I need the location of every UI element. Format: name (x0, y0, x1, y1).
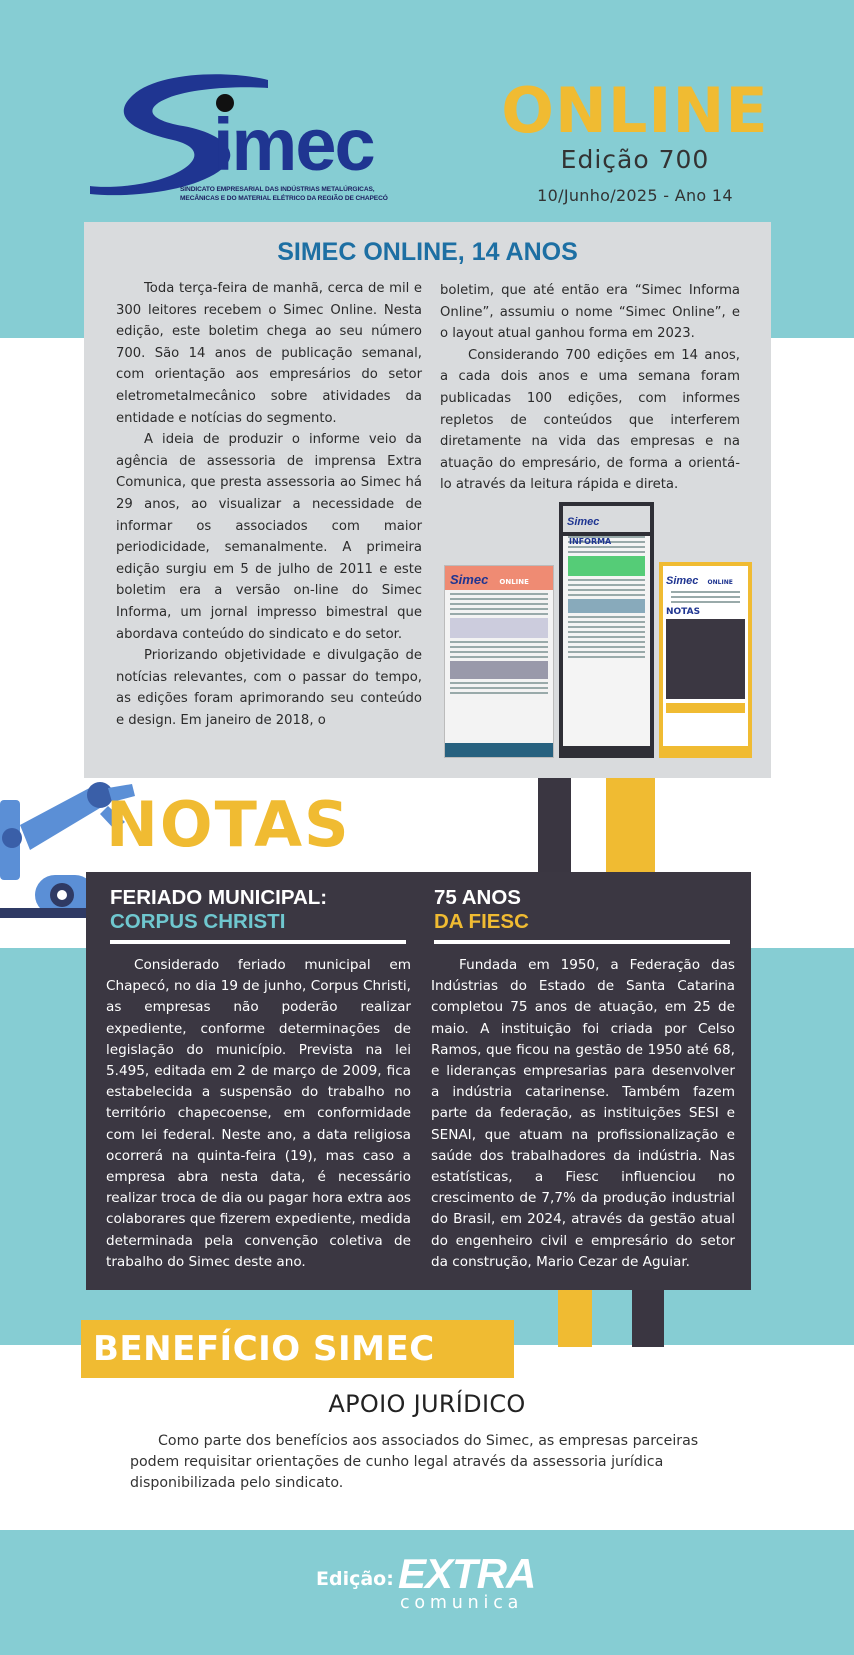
thumbnail-gold-strip (666, 703, 745, 713)
logo-tagline-line-2: MECÂNICAS E DO MATERIAL ELÉTRICO DA REGIÃO DE CHAPECÓ (180, 195, 388, 202)
edition-thumbnail-salmon (444, 565, 554, 758)
edition-number: Edição 700 (560, 145, 710, 174)
thumbnail-title: ONLINE (707, 579, 733, 586)
article-title: SIMEC ONLINE, 14 ANOS (277, 238, 578, 266)
online-title: ONLINE (501, 74, 769, 147)
benefit-heading: APOIO JURÍDICO (328, 1390, 526, 1418)
benefit-title: BENEFÍCIO SIMEC (93, 1329, 435, 1369)
main-article (84, 222, 771, 778)
extra-logo-sub: comunica (400, 1593, 524, 1613)
decor-bar-dark (538, 770, 571, 875)
note-1-subtitle: CORPUS CHRISTI (110, 910, 286, 933)
benefit-text: Como parte dos benefícios aos associados do Simec, as empresas parceiras podem requisitar orientações de cunho legal através da assessoria jurídica disponibilizada pelo sindicato. (130, 1433, 699, 1491)
extra-comunica-logo (398, 1550, 548, 1613)
thumbnail-text-lines (445, 593, 553, 694)
thumbnail-footer (445, 743, 553, 757)
logo-tagline (180, 185, 420, 203)
thumbnail-logo: Simec (450, 572, 489, 587)
notas-title: NOTAS (106, 788, 351, 861)
extra-logo-word: EXTRA (398, 1550, 536, 1597)
note-1-title: FERIADO MUNICIPAL: (110, 886, 328, 909)
thumbnail-logo: Simec (567, 516, 600, 528)
logo-tagline-line-1: SINDICATO EMPRESARIAL DAS INDÚSTRIAS METALÚRGICAS, (180, 186, 375, 193)
edition-thumbnail-gold (659, 562, 752, 758)
footer-edition-label: Edição: (316, 1568, 394, 1590)
thumbnail-header (445, 566, 553, 590)
article-column-left (116, 278, 422, 731)
note-1-heading (110, 886, 327, 934)
edition-thumbnail-informa (559, 502, 654, 758)
notes-box (86, 872, 751, 1290)
note-2-divider (434, 940, 730, 944)
edition-date: 10/Junho/2025 - Ano 14 (537, 186, 733, 205)
note-1-divider (110, 940, 406, 944)
decor-bar-gold-lower (558, 1285, 592, 1347)
note-1-text: Considerado feriado municipal em Chapecó, no dia 19 de junho, Corpus Christi, as empresas não poderão realizar expediente, conforme determinações de legislação do município. Prevista na lei 5.495, editada em 2 de março de 2009, fica estabelecida a suspensão do trabalho no território chapecoense, em conformidade com lei federal. Neste ano, a data religiosa ocorrerá na quinta-feira (19), mas caso a empresa abra nesta data, é necessário realizar troca de dia ou pagar hora extra aos colaborares que fizerem expediente, medida determinada pela convenção coletiva de trabalho do Simec deste ano. (106, 957, 411, 1270)
benefit-banner (81, 1320, 514, 1378)
article-paragraph-2: A ideia de produzir o informe veio da agência de assessoria de imprensa Extra Comunica, que presta assessoria ao Simec há 29 anos, ao visualizar a necessidade de informar os associados com maior periodicidade, semanalmente. A primeira edição surgiu em 5 de julho de 2011 e este boletim era a versão on-line do Simec Informa, um jornal impresso bimestral que abordava conteúdo do sindicato e do setor. (116, 432, 422, 642)
article-paragraph-3: Priorizando objetividade e divulgação de notícias relevantes, com o passar do tempo, as edições foram aprimorando seu conteúdo e design. Em janeiro de 2018, o (116, 648, 422, 728)
note-2-heading (434, 886, 529, 934)
article-paragraph-3-continued: boletim, que até então era “Simec Informa Online”, assumiu o nome “Simec Online”, e o layout atual ganhou forma em 2023. (440, 283, 740, 342)
thumbnail-logo: Simec (666, 575, 699, 587)
thumbnail-dark-block (666, 619, 745, 699)
thumbnail-text-lines (563, 536, 650, 746)
article-paragraph-1: Toda terça-feira de manhã, cerca de mil e 300 leitores recebem o Simec Online. Nesta edição, este boletim chega ao seu número 700. São 14 anos de publicação semanal, com orientação aos empresários do setor eletrometalmecânico sobre atividades da entidade e notícias do segmento. (116, 281, 422, 426)
thumbnail-notas: NOTAS (666, 607, 701, 617)
note-2-title: 75 ANOS (434, 886, 521, 909)
thumbnail-title: ONLINE (499, 578, 529, 586)
thumbnail-title: INFORMA (569, 537, 612, 546)
thumbnail-header (563, 506, 650, 546)
article-paragraph-4: Considerando 700 edições em 14 anos, a cada dois anos e uma semana foram publicadas 100 edições, com informes repletos de conteúdos que interferem diretamente na vida das empresas e na atuação do empresário, de forma a orientá-lo através da leitura rápida e direta. (440, 347, 740, 493)
decor-bar-dark-lower (632, 1285, 664, 1347)
thumbnail-text-lines (666, 591, 745, 603)
thumbnail-body (663, 566, 748, 746)
note-2-text: Fundada em 1950, a Federação das Indústrias do Estado de Santa Catarina completou 75 anos de atuação, em 25 de maio. A instituição foi criada por Celso Ramos, que ficou na gestão de 1950 até 68, e lideranças empresarias para desenvolver a indústria catarinense. Também fazem parte da federação, as instituições SESI e SENAI, que atuam na profissionalização e saúde dos trabalhadores da indústria. Nas estatísticas, a Fiesc influenciou no crescimento de 7,7% da produção industrial do Brasil, em 2024, através da gestão atual do engenheiro civil e empresário do setor da construção, Mario Cezar de Aguiar. (431, 957, 735, 1270)
article-column-right (440, 280, 740, 496)
svg-text:imec: imec (213, 103, 374, 186)
note-2-subtitle: DA FIESC (434, 910, 529, 933)
decor-bar-gold (606, 770, 655, 875)
